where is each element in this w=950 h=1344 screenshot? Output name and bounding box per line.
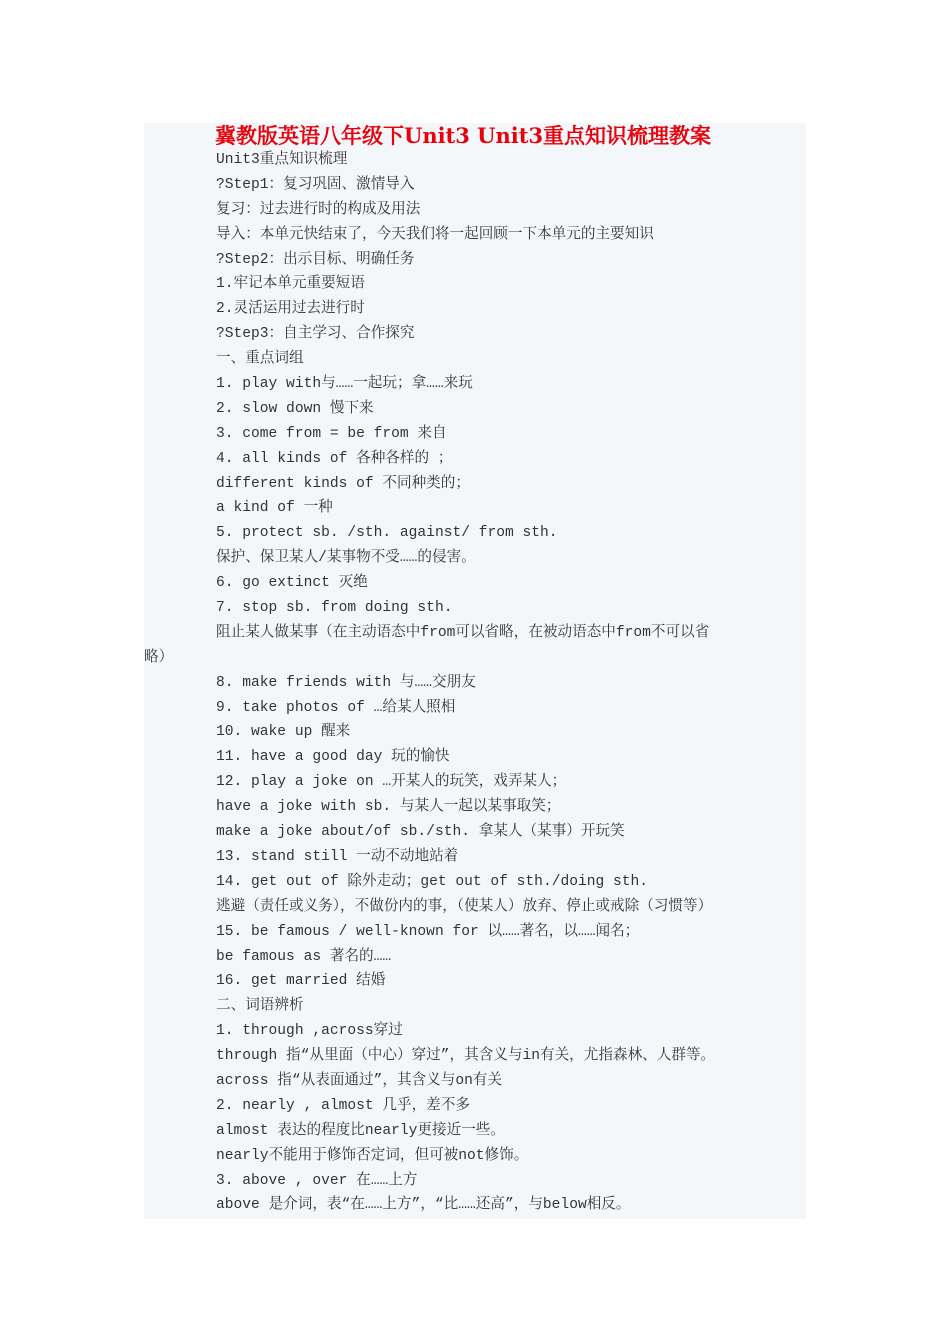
text-line: 6. go extinct 灭绝	[216, 575, 368, 592]
text-line: 10. wake up 醒来	[216, 724, 351, 741]
text-line: 7. stop sb. from doing sth.	[216, 600, 453, 617]
text-line: 12. play a joke on …开某人的玩笑，戏弄某人；	[216, 774, 567, 791]
text-line: 8. make friends with 与……交朋友	[216, 674, 476, 691]
text-line: 1. through ,across穿过	[216, 1023, 403, 1040]
document-title: 冀教版英语八年级下Unit3 Unit3重点知识梳理教案	[215, 123, 712, 148]
text-line: 阻止某人做某事（在主动语态中from可以省略，在被动语态中from不可以省	[216, 624, 710, 641]
text-line: 保护、保卫某人/某事物不受……的侵害。	[216, 550, 476, 567]
text-line: 4. all kinds of 各种各样的 ；	[216, 450, 453, 467]
text-line: a kind of 一种	[216, 500, 333, 517]
text-line: 逃避（责任或义务），不做份内的事，（使某人）放弃、停止或戒除（习惯等）	[216, 898, 713, 915]
text-line: 一、重点词组	[216, 351, 304, 368]
text-line: make a joke about/of sb./sth. 拿某人（某事）开玩笑	[216, 824, 625, 841]
text-line: be famous as 著名的……	[216, 948, 392, 965]
text-line: across 指“从表面通过”，其含义与on有关	[216, 1072, 503, 1089]
text-line: have a joke with sb. 与某人一起以某事取笑；	[216, 799, 561, 816]
text-line: 13. stand still 一动不动地站着	[216, 848, 459, 865]
text-line: different kinds of 不同种类的；	[216, 475, 470, 492]
text-line: nearly不能用于修饰否定词，但可被not修饰。	[216, 1147, 529, 1164]
text-line: 14. get out of 除外走动；get out of sth./doing sth.	[216, 873, 649, 890]
text-line: 3. above , over 在……上方	[216, 1172, 418, 1189]
text-line: 复习：过去进行时的构成及用法	[216, 201, 421, 218]
text-line: 导入：本单元快结束了，今天我们将一起回顾一下本单元的主要知识	[216, 226, 654, 243]
text-line: 9. take photos of …给某人照相	[216, 699, 456, 716]
document-body	[144, 148, 806, 1218]
text-line: 16. get married 结婚	[216, 973, 386, 990]
text-line: 1.牢记本单元重要短语	[216, 276, 365, 293]
text-line: 5. protect sb. /sth. against/ from sth.	[216, 525, 558, 542]
text-line: 3. come from = be from 来自	[216, 425, 447, 442]
text-line: 2.灵活运用过去进行时	[216, 301, 365, 318]
text-line: above 是介词，表“在……上方”，“比……还高”，与below相反。	[216, 1197, 631, 1214]
text-line: 二、词语辨析	[216, 998, 304, 1015]
text-line: Unit3重点知识梳理	[216, 152, 348, 168]
text-line: 1. play with与……一起玩；拿……来玩	[216, 376, 473, 393]
text-line: through 指“从里面（中心）穿过”，其含义与in有关，尤指森林、人群等。	[216, 1048, 716, 1065]
text-line: ?Step3：自主学习、合作探究	[216, 326, 415, 343]
text-line: almost 表达的程度比nearly更接近一些。	[216, 1122, 505, 1139]
text-line: 2. nearly , almost 几乎，差不多	[216, 1097, 470, 1114]
text-line: 11. have a good day 玩的愉快	[216, 749, 450, 766]
text-line: 15. be famous / well-known for 以……著名，以……闻名；	[216, 923, 640, 940]
text-line: 2. slow down 慢下来	[216, 400, 374, 417]
text-line: ?Step2：出示目标、明确任务	[216, 251, 415, 268]
text-line: ?Step1：复习巩固、激情导入	[216, 176, 415, 193]
text-line: 略）	[144, 649, 174, 666]
